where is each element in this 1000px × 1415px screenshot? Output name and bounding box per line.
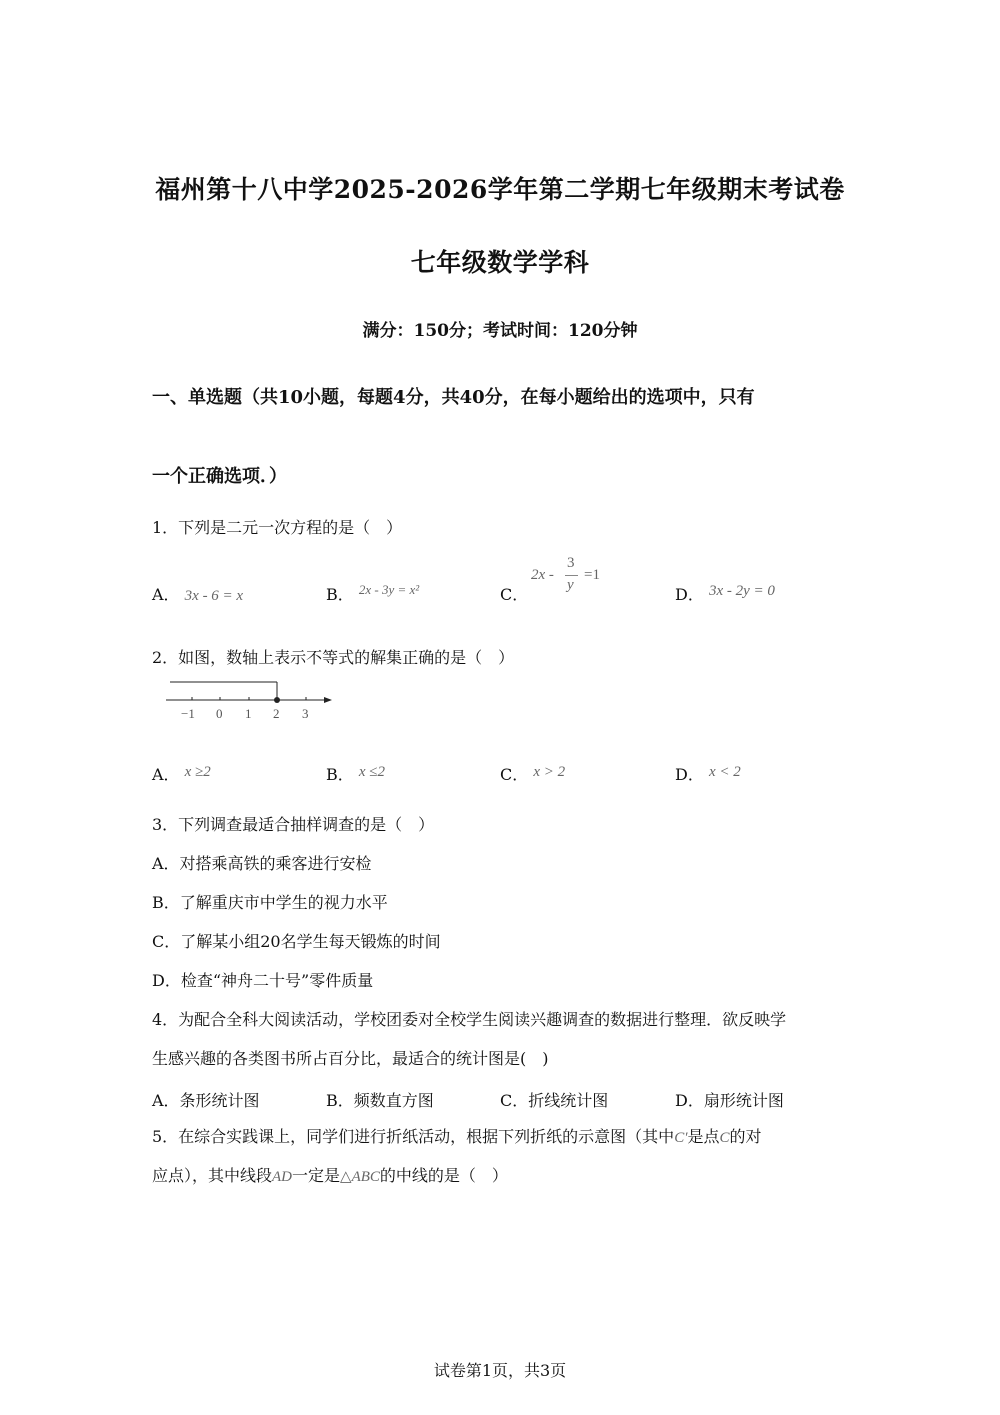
q1-option-a[interactable] [152,582,243,605]
q4-option-c[interactable]: C．折线统计图 [500,1091,609,1110]
option-expr: x ≤2 [358,764,385,780]
q1-option-d[interactable] [675,582,775,605]
option-label: B． [326,765,354,784]
option-expr: 3x - 6 = x [184,588,244,604]
q4-option-d[interactable]: D．扇形统计图 [675,1091,784,1110]
option-label: C． [500,765,529,784]
fraction-bar [565,575,578,576]
q2-option-c[interactable] [500,762,565,785]
question-4-stem-line1: 4．为配合全科大阅读活动，学校团委对全校学生阅读兴趣调查的数据进行整理．欲反映学 [152,1010,787,1029]
q3-option-a[interactable]: A．对搭乘高铁的乘客进行安检 [152,854,372,873]
q3-option-d[interactable]: D．检查“神舟二十号”零件质量 [152,971,374,990]
section-heading-line1: 一、单选题（共10小题，每题4分，共40分，在每小题给出的选项中，只有 [152,387,755,408]
tick-label: 3 [302,706,309,721]
option-expr: x ≥2 [184,764,211,780]
option-label: D． [675,765,704,784]
frac-numerator: 3 [567,555,575,571]
page-footer: 试卷第1页，共3页 [433,1361,567,1380]
option-label: B． [326,585,354,604]
option-label: A． [152,765,180,784]
q2-option-b[interactable] [326,762,385,785]
stem-text: 5．在综合实践课上，同学们进行折纸活动，根据下列折纸的示意图（其中 [152,1127,675,1146]
axis-arrow [324,697,332,703]
q4-option-a[interactable]: A．条形统计图 [152,1091,260,1110]
segment-ad-symbol: AD [272,1169,293,1185]
tick-label: 1 [245,706,252,721]
stem-text: 应点），其中线段 [152,1166,273,1185]
q1-option-c[interactable] [500,555,600,605]
solid-endpoint [274,697,280,703]
q1-option-b[interactable] [326,582,419,605]
question-2-stem: 2．如图，数轴上表示不等式的解集正确的是（ ） [152,648,515,667]
stem-text: 的对 [729,1127,762,1146]
question-4-stem-line2: 生感兴趣的各类图书所占百分比，最适合的统计图是( ) [152,1049,549,1068]
q3-option-c[interactable]: C．了解某小组20名学生每天锻炼的时间 [152,932,441,951]
q4-option-b[interactable]: B．频数直方图 [326,1091,434,1110]
option-expr: x > 2 [533,764,566,780]
option-expr: 2x - 3y = x² [358,582,420,597]
q3-option-b[interactable]: B．了解重庆市中学生的视力水平 [152,893,388,912]
stem-text: 是点 [687,1127,720,1146]
section-heading-line2: 一个正确选项．） [152,466,287,487]
tick-label: 2 [273,706,280,721]
option-label: A． [152,585,180,604]
q2-option-a[interactable] [152,762,211,785]
triangle-abc-symbol: △ABC [340,1169,380,1185]
fraction-expression [531,557,641,601]
tick-label: −1 [181,706,195,721]
frac-denominator: y [567,577,574,593]
option-expr: 3x - 2y = 0 [708,583,775,599]
question-5-stem-line2 [152,1166,508,1187]
question-5-stem-line1 [152,1127,762,1148]
subject-title: 七年级数学学科 [410,248,590,277]
stem-text: 一定是 [292,1166,341,1185]
question-3-stem: 3．下列调查最适合抽样调查的是（ ） [152,815,435,834]
question-1-stem: 1．下列是二元一次方程的是（ ） [152,518,403,537]
expr-left: 2x - [531,567,554,583]
q2-option-d[interactable] [675,762,741,785]
exam-title: 福州第十八中学2025-2026学年第二学期七年级期末考试卷 [155,175,845,204]
expr-right: =1 [584,567,600,583]
option-label: C． [500,585,529,604]
c-symbol: C [719,1130,730,1146]
option-expr: x < 2 [708,764,741,780]
option-label: D． [675,585,704,604]
tick-label: 0 [216,706,223,721]
number-line-figure [162,680,342,724]
c-prime-symbol: C′ [674,1130,688,1146]
stem-text: 的中线的是（ ） [379,1166,508,1185]
exam-info: 满分：150分；考试时间：120分钟 [362,321,638,341]
